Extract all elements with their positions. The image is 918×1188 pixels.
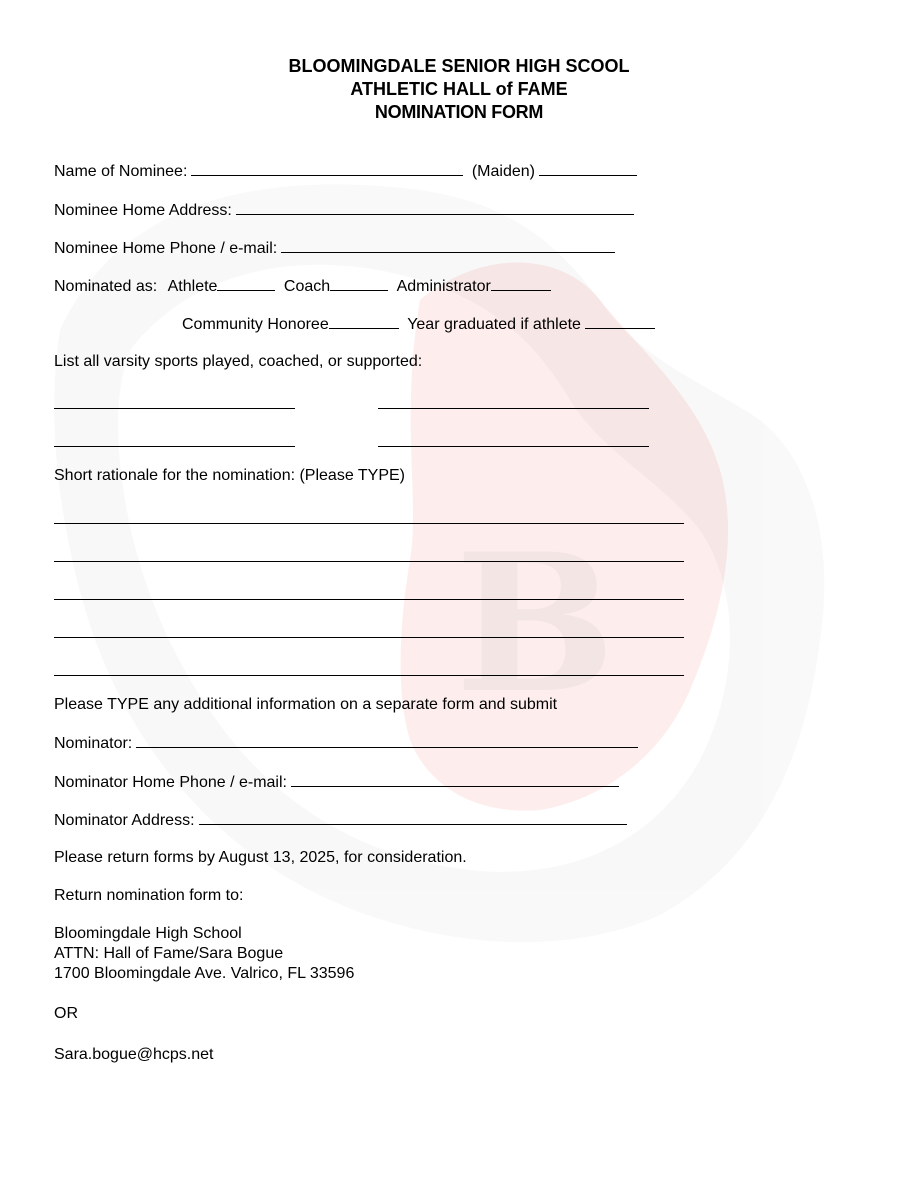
address-line-2: ATTN: Hall of Fame/Sara Bogue <box>54 945 284 962</box>
nominator-address-line[interactable] <box>199 810 627 825</box>
nominator-phone-label: Nominator Home Phone / e-mail: <box>54 774 287 791</box>
sports-line[interactable] <box>54 446 295 447</box>
sports-line[interactable] <box>378 446 649 447</box>
home-address-row <box>54 200 634 221</box>
address-line-1: Bloomingdale High School <box>54 925 242 942</box>
nominator-line[interactable] <box>136 733 638 748</box>
administrator-line[interactable] <box>491 276 551 291</box>
community-line[interactable] <box>329 314 399 329</box>
home-phone-line[interactable] <box>281 238 615 253</box>
nominator-phone-row <box>54 772 619 793</box>
year-grad-line[interactable] <box>585 314 655 329</box>
home-address-label: Nominee Home Address: <box>54 202 232 219</box>
administrator-label: Administrator <box>396 278 491 295</box>
rationale-line[interactable] <box>54 561 684 562</box>
coach-label: Coach <box>283 278 331 295</box>
rationale-line[interactable] <box>54 523 684 524</box>
rationale-label: Short rationale for the nomination: (Please TYPE) <box>54 467 405 484</box>
rationale-line[interactable] <box>54 637 684 638</box>
maiden-line[interactable] <box>539 161 637 176</box>
additional-info-text: Please TYPE any additional information on a separate form and submit <box>54 696 558 713</box>
home-address-line[interactable] <box>236 200 634 215</box>
nominator-label: Nominator: <box>54 735 133 752</box>
nominee-name-line[interactable] <box>191 161 463 176</box>
community-label: Community Honoree <box>182 316 329 333</box>
sports-line[interactable] <box>54 408 295 409</box>
nominator-row <box>54 733 638 754</box>
rationale-line[interactable] <box>54 599 684 600</box>
title-line-1: BLOOMINGDALE SENIOR HIGH SCOOL <box>288 56 630 76</box>
year-grad-label: Year graduated if athlete <box>407 316 581 333</box>
home-phone-row <box>54 238 615 259</box>
nominee-name-label: Name of Nominee: <box>54 163 188 180</box>
athlete-line[interactable] <box>217 276 275 291</box>
coach-line[interactable] <box>330 276 388 291</box>
nominated-as-row <box>54 276 551 297</box>
home-phone-label: Nominee Home Phone / e-mail: <box>54 240 278 257</box>
nominee-name-row <box>54 161 637 182</box>
community-row <box>182 314 655 335</box>
maiden-label: (Maiden) <box>471 163 535 180</box>
nominator-address-row <box>54 810 627 831</box>
sports-line[interactable] <box>378 408 649 409</box>
sports-label: List all varsity sports played, coached, or supported: <box>54 353 423 370</box>
title-line-2: ATHLETIC HALL of FAME <box>350 79 568 99</box>
return-to-text: Return nomination form to: <box>54 887 244 904</box>
nominated-as-label: Nominated as: <box>54 278 158 295</box>
return-by-text: Please return forms by August 13, 2025, for consideration. <box>54 849 467 866</box>
nominator-address-label: Nominator Address: <box>54 812 195 829</box>
nominator-phone-line[interactable] <box>291 772 619 787</box>
address-line-3: 1700 Bloomingdale Ave. Valrico, FL 33596 <box>54 965 355 982</box>
rationale-line[interactable] <box>54 675 684 676</box>
email-link[interactable]: Sara.bogue@hcps.net <box>54 1046 214 1063</box>
or-text: OR <box>54 1005 78 1022</box>
athlete-label: Athlete <box>167 278 218 295</box>
title-line-3: NOMINATION FORM <box>374 102 544 122</box>
svg-text:B: B <box>455 512 616 735</box>
